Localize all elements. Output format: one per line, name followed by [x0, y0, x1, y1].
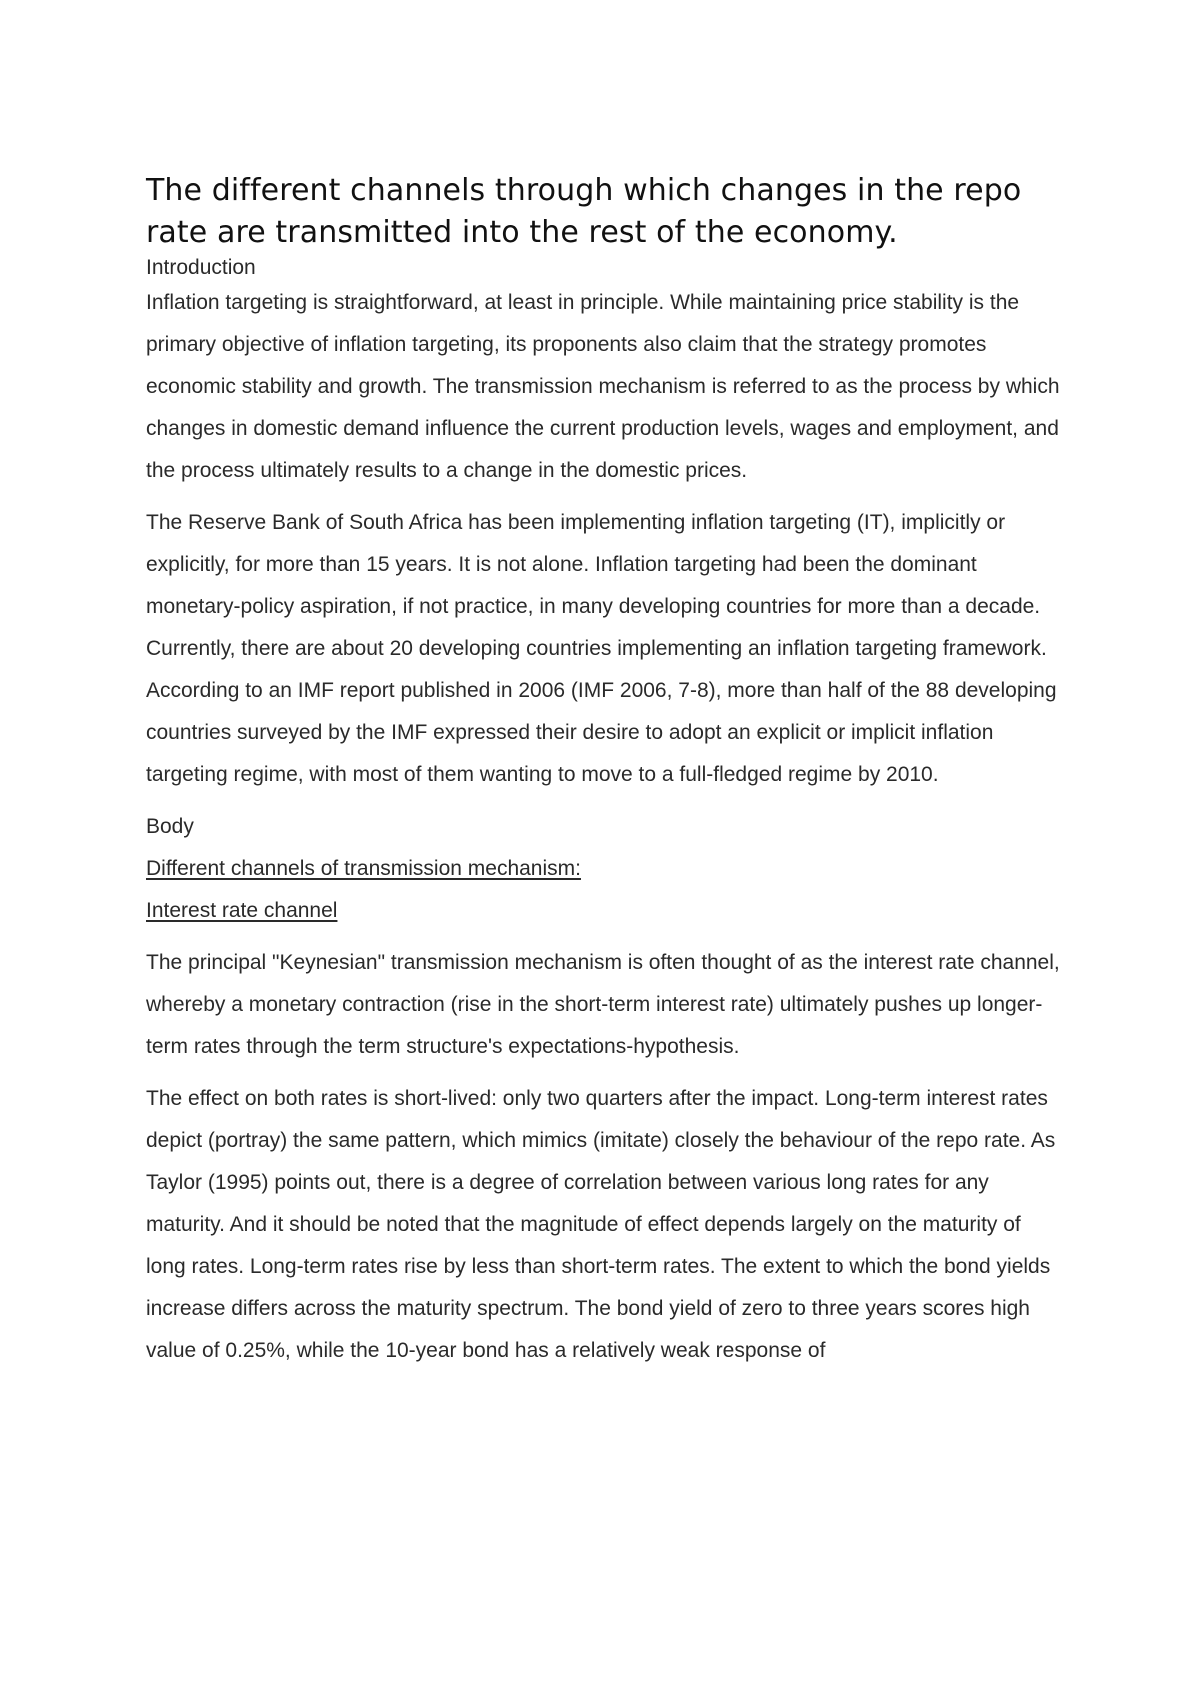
body-heading: Body — [146, 815, 194, 838]
document-title: The different channels through which changes in the repo rate are transmitted into the rest of the economy. — [146, 173, 1022, 250]
subsection-heading-interest-rate-channel: Interest rate channel — [146, 899, 338, 922]
intro-paragraph-1: Inflation targeting is straightforward, at least in principle. While maintaining price stability is the primary objective of inflation targeting, its proponents also claim that the strategy promotes economic stability and growth. The transmission mechanism is referred to as the process by which changes in domestic demand influence the current production levels, wages and employment, and the process ultimately results to a change in the domestic prices. — [146, 291, 1060, 482]
intro-paragraph-2: The Reserve Bank of South Africa has been implementing inflation targeting (IT), implicitly or explicitly, for more than 15 years. It is not alone. Inflation targeting had been the dominant monetary-policy aspiration, if not practice, in many developing countries for more than a decade. Currently, there are about 20 developing countries implementing an inflation targeting framework. According to an IMF report published in 2006 (IMF 2006, 7-8), more than half of the 88 developing countries surveyed by the IMF expressed their desire to adopt an explicit or implicit inflation targeting regime, with most of them wanting to move to a full-fledged regime by 2010. — [146, 511, 1057, 786]
body-paragraph-2: The effect on both rates is short-lived: only two quarters after the impact. Long-term interest rates depict (portray) the same pattern, which mimics (imitate) closely the behaviour of the repo rate. As Taylor (1995) points out, there is a degree of correlation between various long rates for any maturity. And it should be noted that the magnitude of effect depends largely on the maturity of long rates. Long-term rates rise by less than short-term rates. The extent to which the bond yields increase differs across the maturity spectrum. The bond yield of zero to three years scores high value of 0.25%, while the 10-year bond has a relatively weak response of — [146, 1087, 1056, 1362]
document-content — [146, 170, 1066, 1372]
introduction-heading: Introduction — [146, 256, 256, 279]
section-heading-transmission-channels: Different channels of transmission mechanism: — [146, 857, 581, 880]
body-paragraph-1: The principal "Keynesian" transmission mechanism is often thought of as the interest rate channel, whereby a monetary contraction (rise in the short-term interest rate) ultimately pushes up longer-term rates through the term structure's expectations-hypothesis. — [146, 951, 1060, 1058]
